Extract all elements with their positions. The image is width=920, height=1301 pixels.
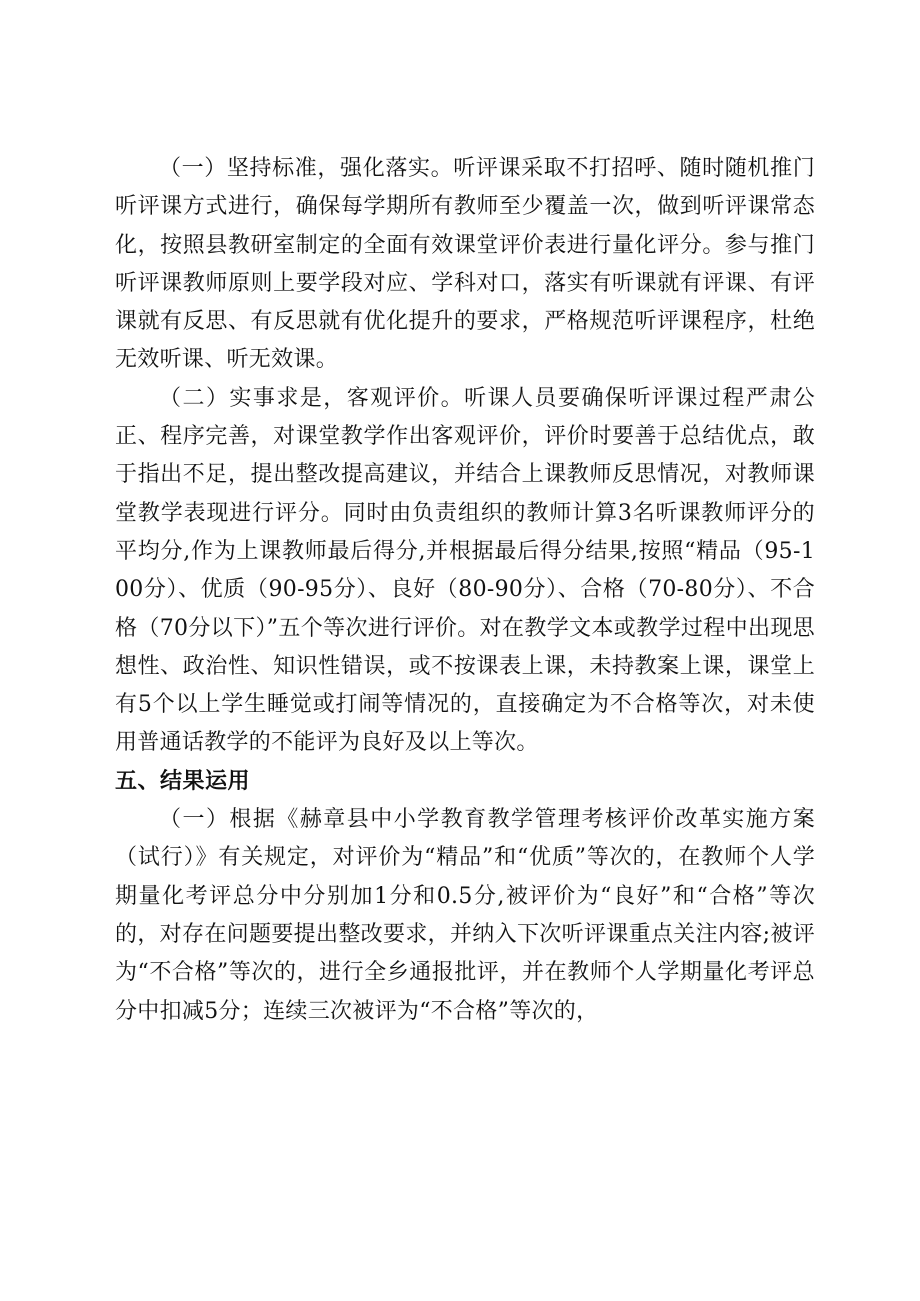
paragraph-standards: （一）坚持标准，强化落实。听评课采取不打招呼、随时随机推门听评课方式进行，确保每学期所有教师至少覆盖一次，做到听评课常态化，按照县教研室制定的全面有效课堂评价表进行量化评分。参与推门听评课教师原则上要学段对应、学科对口，落实有听课就有评课、有评课就有反思、有反思就有优化提升的要求，严格规范听评课程序，杜绝无效听课、听无效课。 xyxy=(115,156,815,373)
paragraph-results-application: （一）根据《赫章县中小学教育教学管理考核评价改革实施方案（试行）》有关规定，对评价为“精品”和“优质”等次的，在教师个人学期量化考评总分中分别加1分和0.5分,被评价为“良好”和“合格”等次的，对存在问题要提出整改要求，并纳入下次听评课重点关注内容;被评为“不合格”等次的，进行全乡通报批评，并在教师个人学期量化考评总分中扣减5分；连续三次被评为“不合格”等次的， xyxy=(115,807,815,1024)
section-heading-results: 五、结果运用 xyxy=(115,768,251,794)
document-body xyxy=(115,150,815,1031)
paragraph-objective-evaluation: （二）实事求是，客观评价。听课人员要确保听评课过程严肃公正、程序完善，对课堂教学作出客观评价，评价时要善于总结优点，敢于指出不足，提出整改提高建议，并结合上课教师反思情况，对教师课堂教学表现进行评分。同时由负责组织的教师计算3名听课教师评分的平均分,作为上课教师最后得分,并根据最后得分结果,按照“精品（95-100分）、优质（90-95分）、良好（80-90分）、合格（70-80分）、不合格（70分以下）”五个等次进行评价。对在教学文本或教学过程中出现思想性、政治性、知识性错误，或不按课表上课，未持教案上课，课堂上有5个以上学生睡觉或打闹等情况的，直接确定为不合格等次，对未使用普通话教学的不能评为良好及以上等次。 xyxy=(115,385,815,756)
